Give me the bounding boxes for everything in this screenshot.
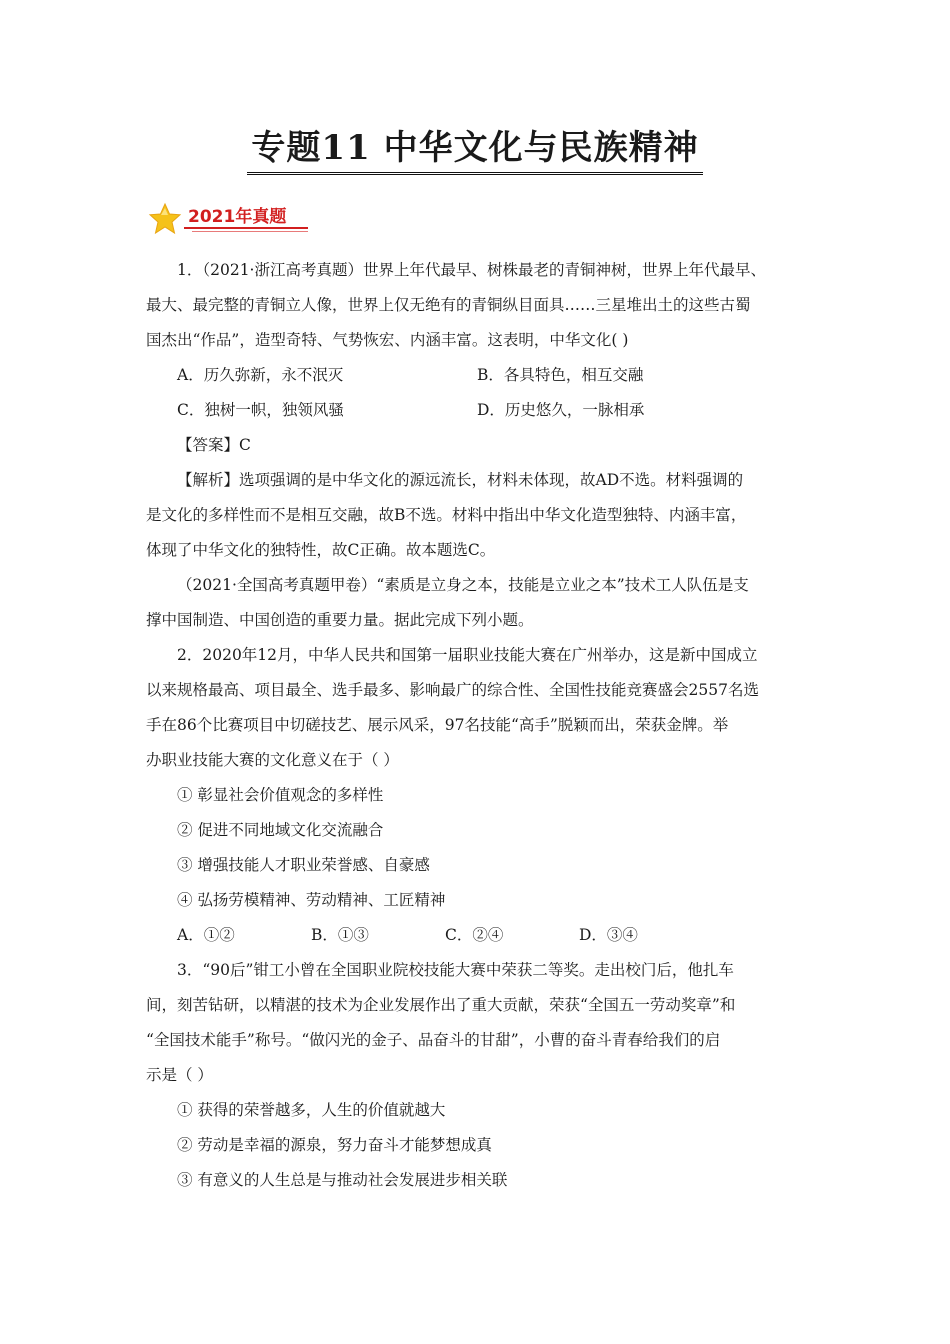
question-2-text: 手在86个比赛项目中切磋技艺、展示风采，97名技能“高手”脱颖而出，荣获金牌。举 <box>146 716 729 734</box>
badge-underline <box>184 227 308 229</box>
star-icon <box>148 202 182 236</box>
title-block <box>0 128 950 175</box>
question-3-text: “全国技术能手”称号。“做闪光的金子、品奋斗的甘甜”，小曹的奋斗青春给我们的启 <box>146 1031 721 1049</box>
question-3-text: 间，刻苦钻研，以精湛的技术为企业发展作出了重大贡献，荣获“全国五一劳动奖章”和 <box>146 996 736 1014</box>
question-1-options-row <box>146 358 806 393</box>
option-b: B．①③ <box>311 926 369 944</box>
question-1-text: 国杰出“作品”，造型奇特、气势恢宏、内涵丰富。这表明，中华文化( ) <box>146 331 629 349</box>
option-a: A．历久弥新，永不泯灭 <box>177 366 344 384</box>
statement-item: ④ 弘扬劳模精神、劳动精神、工匠精神 <box>177 891 446 909</box>
option-a: A．①② <box>177 926 235 944</box>
question-1-text: 最大、最完整的青铜立人像，世界上仅无绝有的青铜纵目面具……三星堆出土的这些古蜀 <box>146 296 751 314</box>
statement-item: ③ 增强技能人才职业荣誉感、自豪感 <box>177 856 430 874</box>
statement-item: ① 获得的荣誉越多，人生的价值就越大 <box>177 1101 446 1119</box>
answer-line: 【答案】C <box>177 436 251 454</box>
question-3-text: 示是（ ） <box>146 1066 213 1084</box>
option-c: C．②④ <box>445 926 504 944</box>
page-title: 专题11 中华文化与民族精神 <box>247 128 702 175</box>
material-intro: （2021·全国高考真题甲卷）“素质是立身之本，技能是立业之本”技术工人队伍是支 <box>177 576 749 594</box>
option-c: C．独树一帜，独领风骚 <box>177 401 344 419</box>
explanation-text: 【解析】选项强调的是中华文化的源远流长，材料未体现，故AD不选。材料强调的 <box>177 471 744 489</box>
option-d: D．历史悠久，一脉相承 <box>477 401 645 419</box>
question-1-options-row <box>146 393 806 428</box>
explanation-text: 是文化的多样性而不是相互交融，故B不选。材料中指出中华文化造型独特、内涵丰富， <box>146 506 747 524</box>
question-2-options-row <box>146 918 806 953</box>
material-intro: 撑中国制造、中国创造的重要力量。据此完成下列小题。 <box>146 611 534 629</box>
question-1-text: 1．（2021·浙江高考真题）世界上年代最早、树株最老的青铜神树，世界上年代最早、 <box>177 261 766 279</box>
question-2-text: 以来规格最高、项目最全、选手最多、影响最广的综合性、全国性技能竞赛盛会2557名选 <box>146 681 759 699</box>
question-2-text: 2．2020年12月，中华人民共和国第一届职业技能大赛在广州举办，这是新中国成立 <box>177 646 758 664</box>
statement-item: ① 彰显社会价值观念的多样性 <box>177 786 384 804</box>
option-b: B．各具特色，相互交融 <box>477 366 644 384</box>
explanation-text: 体现了中华文化的独特性，故C正确。故本题选C。 <box>146 541 496 559</box>
question-2-text: 办职业技能大赛的文化意义在于（ ） <box>146 751 399 769</box>
document-body <box>146 253 806 1198</box>
section-badge-label: 2021年真题 <box>188 207 287 227</box>
option-d: D．③④ <box>579 926 638 944</box>
statement-item: ③ 有意义的人生总是与推动社会发展进步相关联 <box>177 1171 508 1189</box>
question-3-text: 3．“90后”钳工小曾在全国职业院校技能大赛中荣获二等奖。走出校门后，他扎车 <box>177 961 734 979</box>
statement-item: ② 劳动是幸福的源泉，努力奋斗才能梦想成真 <box>177 1136 492 1154</box>
badge-underline-shadow <box>192 231 308 232</box>
statement-item: ② 促进不同地域文化交流融合 <box>177 821 384 839</box>
